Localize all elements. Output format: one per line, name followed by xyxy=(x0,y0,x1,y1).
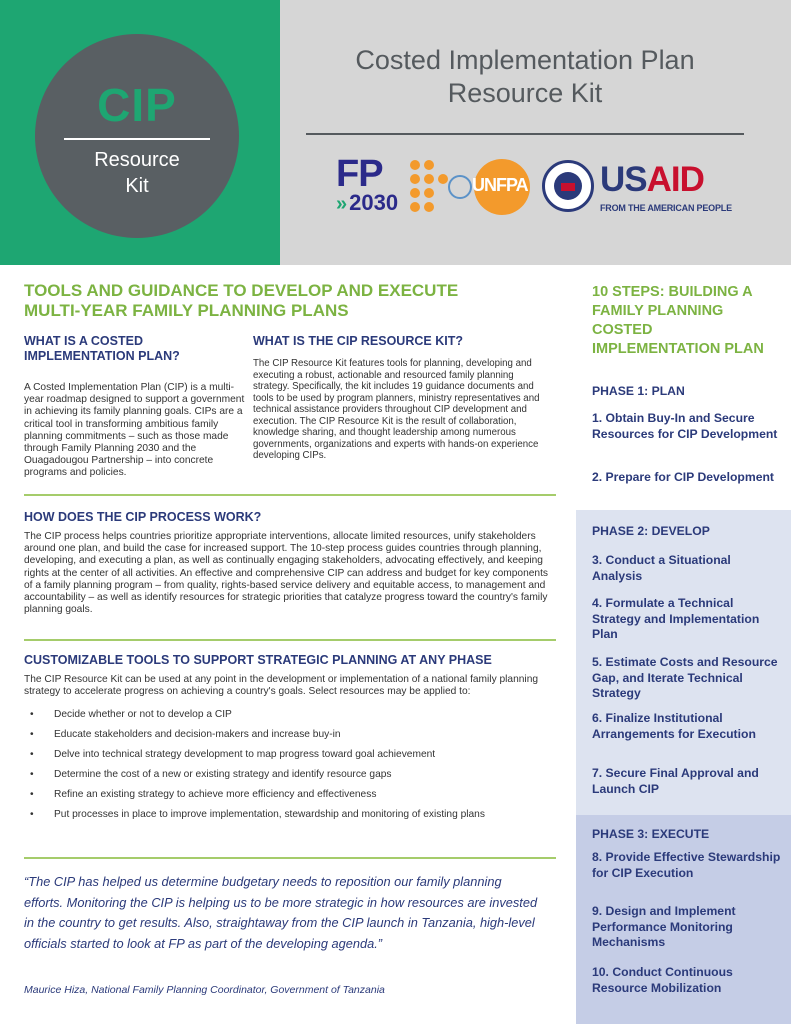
what-is-cip-heading-line-1: WHAT IS A COSTED xyxy=(24,334,143,348)
step-item: 10. Conduct Continuous Resource Mobilization xyxy=(592,965,733,995)
badge-subtitle xyxy=(35,147,239,199)
fp-logo-year: 2030 xyxy=(349,190,399,215)
process-body: The CIP process helps countries prioritize appropriate interventions, allocate limited resources, unify stakeholders around one plan, and build the case for increased support. The 10-step process guides countries through planning, developing, and executing a plan, as well as continually engaging stakeholders, advocating effectively, and keeping rights at the center of all activities. An effective and comprehensive CIP can address and budget for key components of a family planning program – from quality, rights-based service delivery and equitable access, to management and accountability – as well as identify resources for strategic priorities that catalyze progress toward the country's family planning goals. xyxy=(24,531,549,616)
step-item: 2. Prepare for CIP Development xyxy=(592,470,774,484)
process-section xyxy=(24,510,556,616)
quote-attribution: Maurice Hiza, National Family Planning Coordinator, Government of Tanzania xyxy=(24,984,385,996)
step-item: 5. Estimate Costs and Resource Gap, and Iterate Technical Strategy xyxy=(592,655,778,700)
what-is-kit-heading: WHAT IS THE CIP RESOURCE KIT? xyxy=(253,334,463,348)
badge-divider xyxy=(64,138,210,140)
usaid-us-text: US xyxy=(600,160,647,199)
fp-arrows-icon: » xyxy=(336,193,348,215)
what-is-kit-body: The CIP Resource Kit features tools for planning, developing and executing a robust, actionable and resourced family planning strategy. Specifically, the kit includes 19 guidance documents and tools to be used by program planners, ministry representatives and technical assistance providers throughout CIP development and execution. The CIP Resource Kit is the result of collaboration, knowledge sharing, and thought leadership among numerous governments, organizations and experts with hands-on experience developing CIPs. xyxy=(253,358,540,461)
unfpa-logo-text: UNFPA xyxy=(472,175,528,195)
badge-title: CIP xyxy=(97,79,177,131)
usaid-seal-icon xyxy=(542,160,594,212)
phase-3-heading: PHASE 3: EXECUTE xyxy=(592,827,710,841)
cip-badge xyxy=(35,34,239,238)
step-item: 6. Finalize Institutional Arrangements for Execution xyxy=(592,711,756,741)
badge-subtitle-line-1: Resource xyxy=(94,149,180,171)
list-item: • Determine the cost of a new or existing strategy and identify resource gaps xyxy=(24,769,556,781)
main-title xyxy=(24,281,554,321)
tools-heading: CUSTOMIZABLE TOOLS TO SUPPORT STRATEGIC PLANNING AT ANY PHASE xyxy=(24,653,492,667)
testimonial-quote: “The CIP has helped us determine budgetary needs to reposition our family planning efforts. Monitoring the CIP is helping us to be more strategic in how resources are invested in the country to get results. Also, straightaway from the CIP launch in Tanzania, high-level officials started to look at FP as part of the developing agenda.” xyxy=(24,874,538,951)
fp-logo-text: FP xyxy=(336,153,383,195)
usaid-tagline: FROM THE AMERICAN PEOPLE xyxy=(600,203,732,213)
step-item: 3. Conduct a Situational Analysis xyxy=(592,553,731,583)
tools-bullet-list xyxy=(24,709,556,821)
usaid-aid-text: AID xyxy=(646,160,704,199)
title-divider xyxy=(306,133,744,135)
section-divider xyxy=(24,494,556,496)
list-item: • Put processes in place to improve implementation, stewardship and monitoring of existing plans xyxy=(24,809,556,821)
un-globe-icon xyxy=(448,175,472,199)
list-item: • Educate stakeholders and decision-makers and increase buy-in xyxy=(24,729,556,741)
main-title-line-1: TOOLS AND GUIDANCE TO DEVELOP AND EXECUTE xyxy=(24,281,459,300)
step-item: 1. Obtain Buy-In and Secure Resources for CIP Development xyxy=(592,411,778,441)
what-is-cip-heading-line-2: IMPLEMENTATION PLAN? xyxy=(24,349,180,363)
main-title-line-2: MULTI-YEAR FAMILY PLANNING PLANS xyxy=(24,301,349,320)
process-heading: HOW DOES THE CIP PROCESS WORK? xyxy=(24,510,262,524)
badge-subtitle-line-2: Kit xyxy=(125,175,149,197)
page-title-line-1: Costed Implementation Plan xyxy=(355,45,695,75)
unfpa-logo xyxy=(448,158,533,214)
section-divider xyxy=(24,639,556,641)
usaid-logo xyxy=(600,162,732,213)
step-item: 4. Formulate a Technical Strategy and Implementation Plan xyxy=(592,596,760,641)
what-is-cip-body: A Costed Implementation Plan (CIP) is a multi-year roadmap designed to support a government in achieving its family planning goals. CIPs are a critical tool in transforming ambitious family planning commitments – such as those made through Family Planning 2030 and the Ouagadougou Partnership – into concrete programs and policies. xyxy=(24,382,245,479)
phase-1-heading: PHASE 1: PLAN xyxy=(592,384,685,398)
section-divider xyxy=(24,857,556,859)
step-item: 8. Provide Effective Stewardship for CIP Execution xyxy=(592,850,781,880)
phase-2-heading: PHASE 2: DEVELOP xyxy=(592,524,710,538)
page-title xyxy=(300,44,750,110)
what-is-kit-section xyxy=(253,334,547,462)
steps-sidebar xyxy=(576,265,791,1024)
list-item: • Decide whether or not to develop a CIP xyxy=(24,709,556,721)
fp2030-dots-icon xyxy=(410,160,450,212)
page-title-line-2: Resource Kit xyxy=(447,78,603,108)
list-item: • Delve into technical strategy development to map progress toward goal achievement xyxy=(24,749,556,761)
what-is-cip-heading xyxy=(24,334,246,364)
step-item: 7. Secure Final Approval and Launch CIP xyxy=(592,766,759,796)
what-is-cip-section xyxy=(24,334,246,480)
sidebar-title: 10 STEPS: BUILDING A FAMILY PLANNING COSTED IMPLEMENTATION PLAN xyxy=(592,284,764,357)
list-item: • Refine an existing strategy to achieve more efficiency and effectiveness xyxy=(24,789,556,801)
step-item: 9. Design and Implement Performance Monitoring Mechanisms xyxy=(592,904,736,949)
fp2030-logo xyxy=(336,153,399,216)
tools-section xyxy=(24,653,556,829)
tools-body: The CIP Resource Kit can be used at any point in the development or implementation of a national family planning strategy to accelerate progress on achieving a country's goals. Select resources may be applied to: xyxy=(24,674,539,698)
